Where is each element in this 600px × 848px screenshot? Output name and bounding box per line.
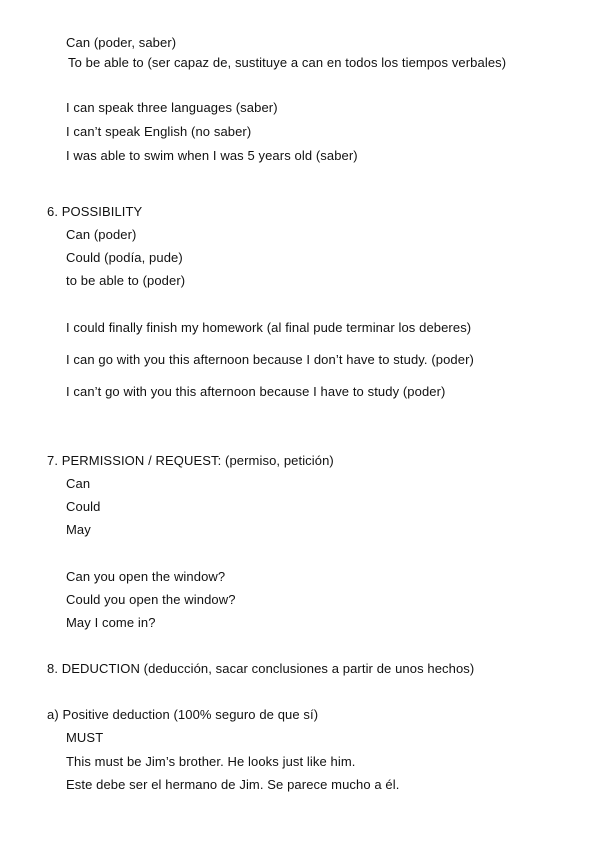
- possibility-item: Could (podía, pude): [66, 250, 183, 265]
- example-line: I can’t speak English (no saber): [66, 124, 252, 139]
- permission-item: May: [66, 522, 91, 537]
- permission-item: Can: [66, 476, 91, 491]
- sub-heading-positive-deduction: a) Positive deduction (100% seguro de que sí): [47, 707, 319, 722]
- example-line: Este debe ser el hermano de Jim. Se parece mucho a él.: [66, 777, 400, 792]
- example-line: I could finally finish my homework (al final pude terminar los deberes): [66, 320, 472, 335]
- example-line: May I come in?: [66, 615, 156, 630]
- example-line: I can go with you this afternoon because I don’t have to study. (poder): [66, 352, 474, 367]
- example-line: This must be Jim’s brother. He looks just like him.: [66, 754, 356, 769]
- possibility-item: Can (poder): [66, 227, 137, 242]
- ability-item: Can (poder, saber): [66, 35, 177, 50]
- modal-verb: MUST: [66, 730, 104, 745]
- example-line: Can you open the window?: [66, 569, 226, 584]
- example-line: I can speak three languages (saber): [66, 100, 278, 115]
- example-line: Could you open the window?: [66, 592, 236, 607]
- permission-item: Could: [66, 499, 101, 514]
- section-heading-deduction: 8. DEDUCTION (deducción, sacar conclusiones a partir de unos hechos): [47, 661, 475, 676]
- possibility-item: to be able to (poder): [66, 273, 186, 288]
- ability-item: To be able to (ser capaz de, sustituye a can en todos los tiempos verbales): [68, 55, 507, 70]
- section-heading-permission: 7. PERMISSION / REQUEST: (permiso, petición): [47, 453, 334, 468]
- example-line: I was able to swim when I was 5 years old (saber): [66, 148, 358, 163]
- section-heading-possibility: 6. POSSIBILITY: [47, 204, 143, 219]
- example-line: I can’t go with you this afternoon because I have to study (poder): [66, 384, 446, 399]
